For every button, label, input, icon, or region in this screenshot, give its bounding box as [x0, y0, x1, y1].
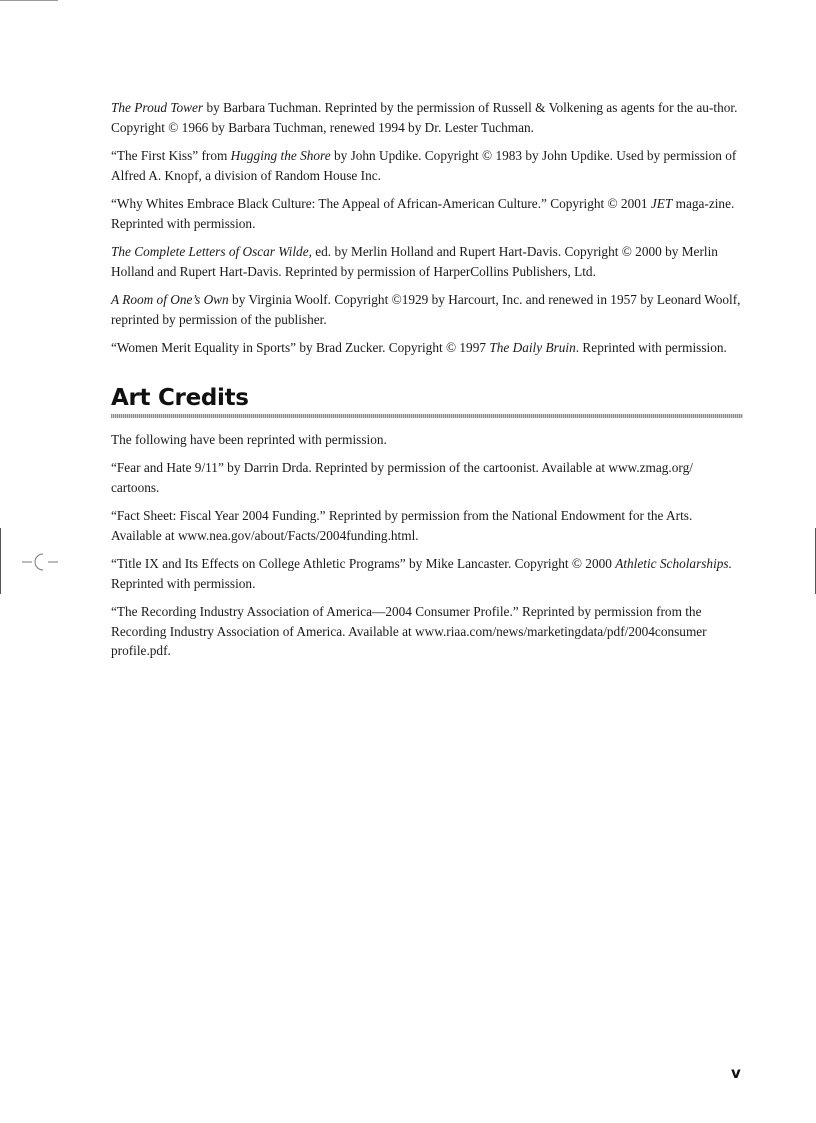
- credit-entry: [111, 506, 743, 545]
- credit-text: Reprinted with permission.: [111, 575, 256, 591]
- credit-text: , ed. by Merlin Holland and Rupert Hart-Davis. Copyright © 2000 by Merlin Holland and Rupert Hart-Davis. Reprinted by permission of HarperCollins Publishers, Ltd.: [111, 244, 718, 279]
- credit-entry: [111, 242, 743, 281]
- credit-text: by Virginia Woolf. Copyright ©1929 by Harcourt, Inc. and renewed in 1957 by Leonard Woolf, reprinted by permission of the publisher.: [111, 292, 741, 327]
- credit-entry: [111, 290, 743, 329]
- credits-content: [111, 98, 743, 670]
- credit-text: “Fear and Hate 9/11” by Darrin Drda. Reprinted by permission of the cartoonist. Available at www.zmag.org/ cartoons.: [111, 460, 693, 495]
- credit-text: “The Recording Industry Association of America—2004 Consumer Profile.” Reprinted by permission from the Recording Industry Association of America. Available at www.riaa.com/news/marketingdata/pdf/2004consumer profile.pdf.: [111, 604, 707, 658]
- credit-entry: [111, 194, 743, 233]
- credit-text: “Fact Sheet: Fiscal Year 2004 Funding.” Reprinted by permission from the National Endowment for the Arts. Available at www.nea.gov/about/Facts/2004funding.html.: [111, 508, 693, 543]
- credit-text: . Reprinted with permission.: [575, 340, 727, 355]
- section-rule: [111, 414, 743, 418]
- credit-title: The Proud Tower: [111, 100, 204, 115]
- credit-entry: [111, 98, 743, 137]
- credit-title: Athletic Scholarships.: [615, 556, 732, 571]
- credit-entry: [111, 338, 743, 358]
- credit-text: “Title IX and Its Effects on College Athletic Programs” by Mike Lancaster. Copyright © 2000: [111, 556, 616, 571]
- credit-text: maga-zine. Reprinted with permission.: [111, 196, 735, 231]
- credit-text: “Why Whites Embrace Black Culture: The Appeal of African-American Culture.” Copyright © 2001: [111, 196, 651, 211]
- credit-title: The Complete Letters of Oscar Wilde: [111, 244, 309, 259]
- credit-entry: [111, 602, 743, 661]
- binding-mark-left: [0, 528, 1, 594]
- credit-entry: [111, 146, 743, 185]
- credit-entry: [111, 458, 743, 497]
- section-intro: The following have been reprinted with permission.: [111, 431, 387, 447]
- credit-title: A Room of One’s Own: [111, 292, 229, 307]
- credit-text: by Barbara Tuchman. Reprinted by the permission of Russell & Volkening as agents for the au-thor. Copyright © 1966 by Barbara Tuchman, renewed 1994 by Dr. Lester Tuchman.: [111, 100, 738, 135]
- credit-text: “Women Merit Equality in Sports” by Brad Zucker. Copyright © 1997: [111, 340, 490, 355]
- crop-mark: [0, 0, 58, 1]
- page-number: v: [731, 1064, 741, 1082]
- credit-entry: [111, 554, 743, 593]
- credit-title: JET: [650, 196, 673, 211]
- credit-text: by John Updike. Copyright © 1983 by John Updike. Used by permission of Alfred A. Knopf, a division of Random House Inc.: [111, 148, 737, 183]
- registration-mark-icon: [20, 550, 60, 574]
- credit-text: “The First Kiss” from: [111, 148, 231, 163]
- credit-title: The Daily Bruin: [489, 340, 576, 355]
- section-heading: Art Credits: [111, 384, 249, 411]
- credit-title: Hugging the Shore: [230, 148, 331, 163]
